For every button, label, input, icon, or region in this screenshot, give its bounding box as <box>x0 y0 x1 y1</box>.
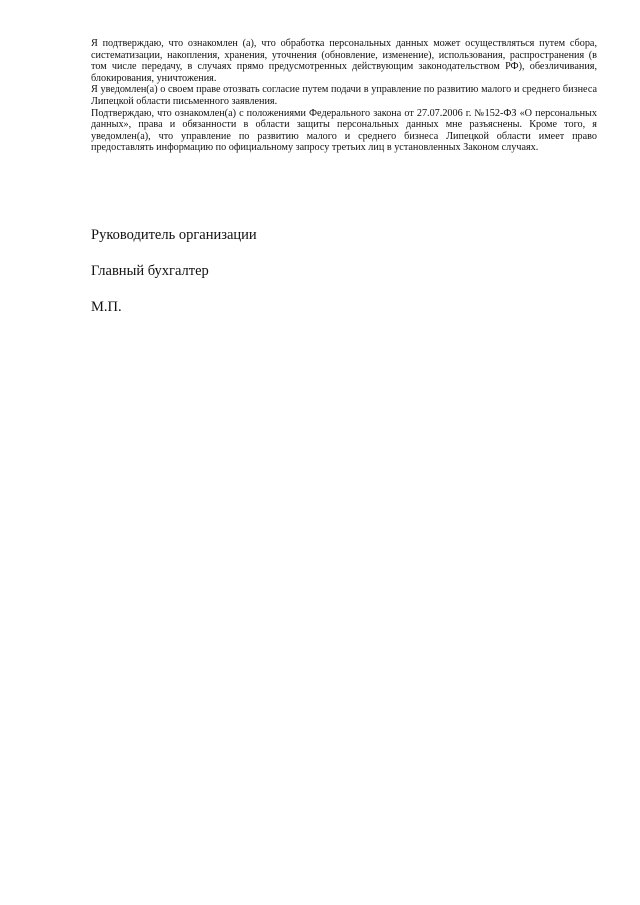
consent-text-block <box>91 38 597 154</box>
seal-label: М.П. <box>91 299 122 315</box>
signature-head-label: Руководитель организации <box>91 227 257 243</box>
consent-paragraph-law: Подтверждаю, что ознакомлен(а) с положениями Федерального закона от 27.07.2006 г. №152-ФЗ «О персональных данных», права и обязанности в области защиты персональных данных мне разъяснены. Кроме того, я уведомлен(а), что управление по развитию малого и среднего бизнеса Липецкой области имеет право предоставлять информацию по официальному запросу третьих лиц в установленных Законом случаях. <box>91 107 597 154</box>
consent-paragraph-revocation: Я уведомлен(а) о своем праве отозвать согласие путем подачи в управление по развитию малого и среднего бизнеса Липецкой области письменного заявления. <box>91 84 597 107</box>
signature-block <box>91 226 491 334</box>
consent-paragraph-processing: Я подтверждаю, что ознакомлен (а), что обработка персональных данных может осуществляться путем сбора, систематизации, накопления, хранения, уточнения (обновление, изменение), использования, распространения (в том числе передачу, в случаях прямо предусмотренных действующим законодательством РФ), обезличивания, блокирования, уничтожения. <box>91 38 597 84</box>
signature-accountant-label: Главный бухгалтер <box>91 263 209 279</box>
